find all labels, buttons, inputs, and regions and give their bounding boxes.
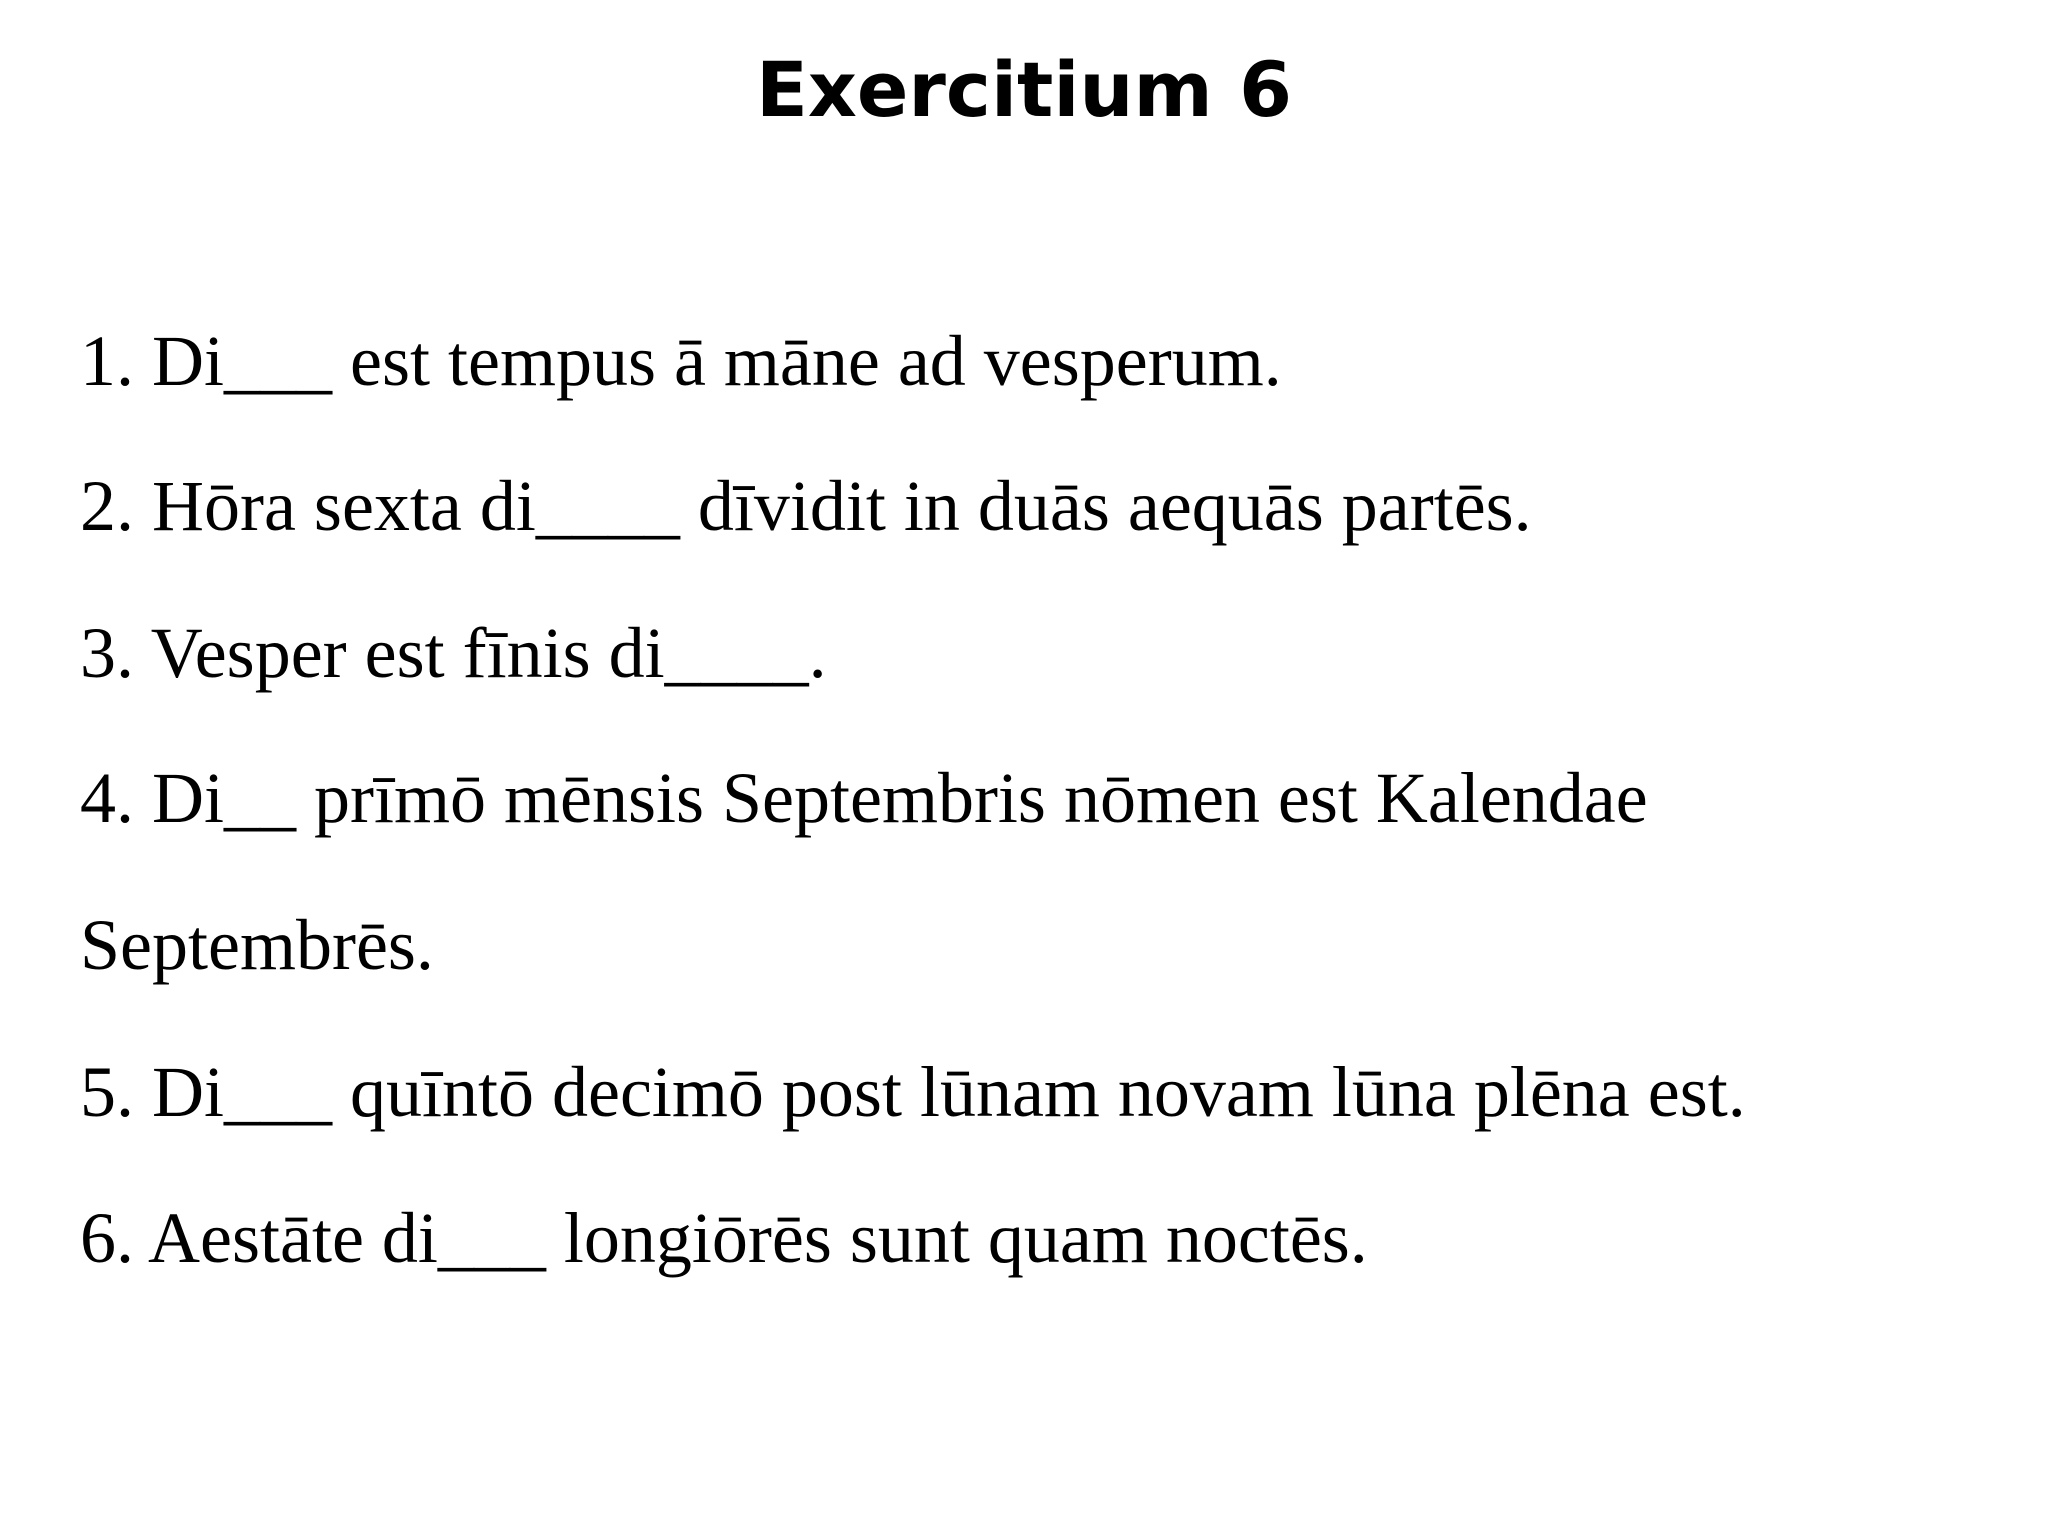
exercise-item-2: 2. Hōra sexta di____ dīvidit in duās aequās partēs. — [80, 466, 1532, 546]
page-title: Exercitium 6 — [755, 45, 1293, 134]
exercise-item-5: 5. Di___ quīntō decimō post lūnam novam lūna plēna est. — [80, 1052, 1746, 1132]
exercise-item-1: 1. Di___ est tempus ā māne ad vesperum. — [80, 321, 1282, 401]
exercise-item-4: 4. Di__ prīmō mēnsis Septembris nōmen est Kalendae — [80, 758, 1648, 838]
exercise-item-3: 3. Vesper est fīnis di____. — [80, 613, 827, 693]
exercise-item-6: 6. Aestāte di___ longiōrēs sunt quam noctēs. — [80, 1198, 1368, 1278]
exercise-item-4-continuation: Septembrēs. — [80, 905, 434, 985]
